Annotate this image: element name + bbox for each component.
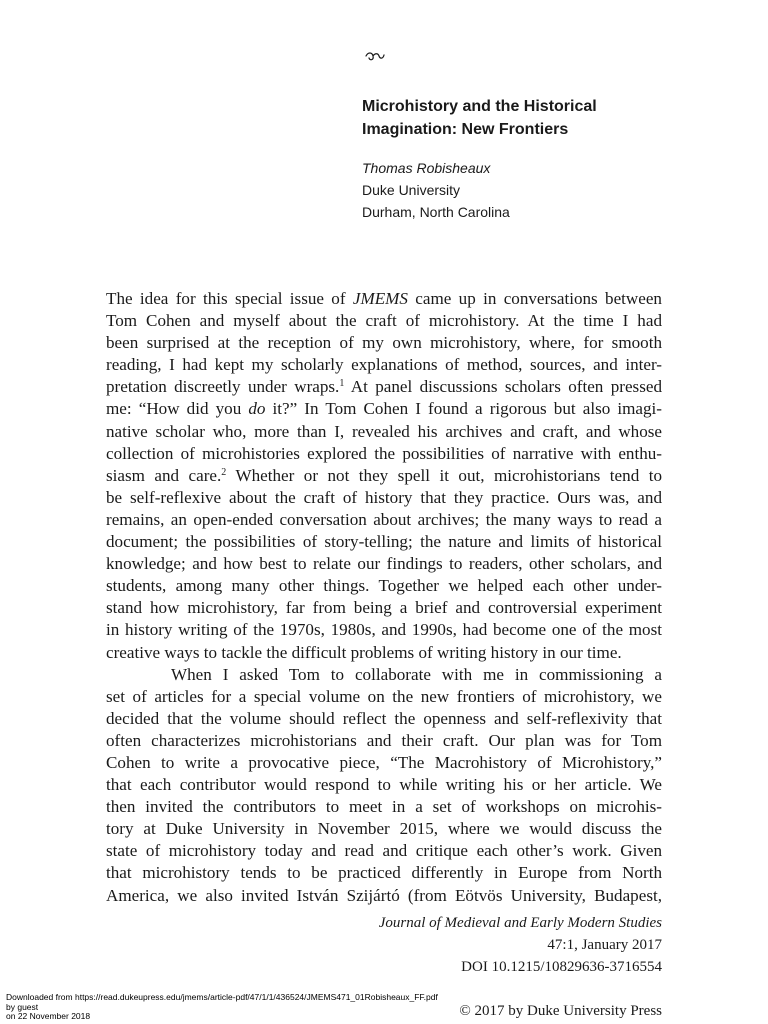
author-name: Thomas Robisheaux [362, 160, 491, 176]
paragraph-1 [106, 288, 662, 664]
text-line: tory at Duke University in November 2015, where we would discuss the [106, 819, 662, 839]
article-title-line: Microhistory and the Historical [362, 98, 597, 115]
text-line: document; the possibilities of story-telling; the nature and limits of historical [106, 532, 662, 552]
journal-issue: 47:1, January 2017 [547, 937, 662, 953]
text-line: state of microhistory today and read and critique each other’s work. Given [106, 841, 662, 861]
text-line: in history writing of the 1970s, 1980s, and 1990s, had become one of the most [106, 620, 662, 640]
text-line: that microhistory tends to be practiced differently in Europe from North [106, 863, 662, 883]
journal-name: Journal of Medieval and Early Modern Studies [378, 915, 662, 931]
swirl-ornament-icon [364, 50, 386, 64]
doi[interactable]: DOI 10.1215/10829636-3716554 [461, 959, 662, 975]
text-line: siasm and care.$^2$ Whether or not they spell it out, microhistorians tend to [106, 465, 662, 485]
text-line: decided that the volume should reflect the openness and self-reflexivity that [106, 708, 662, 728]
copyright: © 2017 by Duke University Press [459, 1003, 662, 1019]
text-line: Cohen to write a provocative piece, “The Macrohistory of Microhistory,” [106, 752, 662, 772]
paragraph-2 [106, 664, 662, 907]
text-line: When I asked Tom to collaborate with me in commissioning a [171, 664, 662, 684]
article-body [106, 288, 662, 907]
text-line: native scholar who, more than I, revealed his archives and craft, and whose [106, 421, 662, 441]
text-line: America, we also invited István Szijártó (from Eötvös University, Budapest, [106, 885, 662, 905]
author-block [362, 157, 692, 223]
footnote-ref[interactable]: 2 [221, 466, 227, 478]
text-line: be self-reflexive about the craft of history that they practice. Ours was, and [106, 487, 662, 507]
article-title [362, 95, 692, 141]
text-line: me: “How did you do it?” In Tom Cohen I found a rigorous but also imagi- [106, 399, 662, 419]
text-line: often characterizes microhistorians and their craft. Our plan was for Tom [106, 730, 662, 750]
article-title-line: Imagination: New Frontiers [362, 121, 569, 138]
text-line: creative ways to tackle the difficult problems of writing history in our time. [106, 642, 622, 662]
text-line: been surprised at the reception of my own microhistory, where, for smooth [106, 333, 662, 353]
text-line: that each contributor would respond to while writing his or her article. We [106, 775, 662, 795]
text-line: set of articles for a special volume on the new frontiers of microhistory, we [106, 686, 662, 706]
text-line: pretation discreetly under wraps.$^1$ At panel discussions scholars often pressed [106, 377, 662, 397]
download-guest-line: by guest [6, 1001, 39, 1012]
text-line: then invited the contributors to meet in a set of workshops on microhis- [106, 797, 662, 817]
text-line: collection of microhistories explored the possibilities of narrative with enthu- [106, 443, 662, 463]
text-line: knowledge; and how best to relate our findings to readers, other scholars, and [106, 554, 662, 574]
text-line: stand how microhistory, far from being a brief and controversial experiment [106, 598, 662, 618]
text-line: reading, I had kept my scholarly explanations of method, sources, and inter- [106, 355, 662, 375]
text-line: The idea for this special issue of JMEMS came up in conversations between [106, 289, 662, 308]
download-url-line[interactable]: Downloaded from https://read.dukeupress.edu/jmems/article-pdf/47/1/1/436524/JMEMS471_01Robisheaux_FF.pdf [6, 992, 438, 1002]
text-line: Tom Cohen and myself about the craft of microhistory. At the time I had [106, 311, 662, 331]
download-date-line: on 22 November 2018 [6, 1011, 91, 1022]
text-line: remains, an open-ended conversation about archives; the many ways to read a [106, 509, 662, 529]
author-location: Durham, North Carolina [362, 204, 510, 220]
download-notice [6, 993, 438, 1022]
author-affiliation: Duke University [362, 182, 461, 198]
journal-issue-line [379, 912, 662, 956]
text-line: students, among many other things. Together we helped each other under- [106, 576, 662, 596]
footnote-ref[interactable]: 1 [339, 378, 345, 390]
